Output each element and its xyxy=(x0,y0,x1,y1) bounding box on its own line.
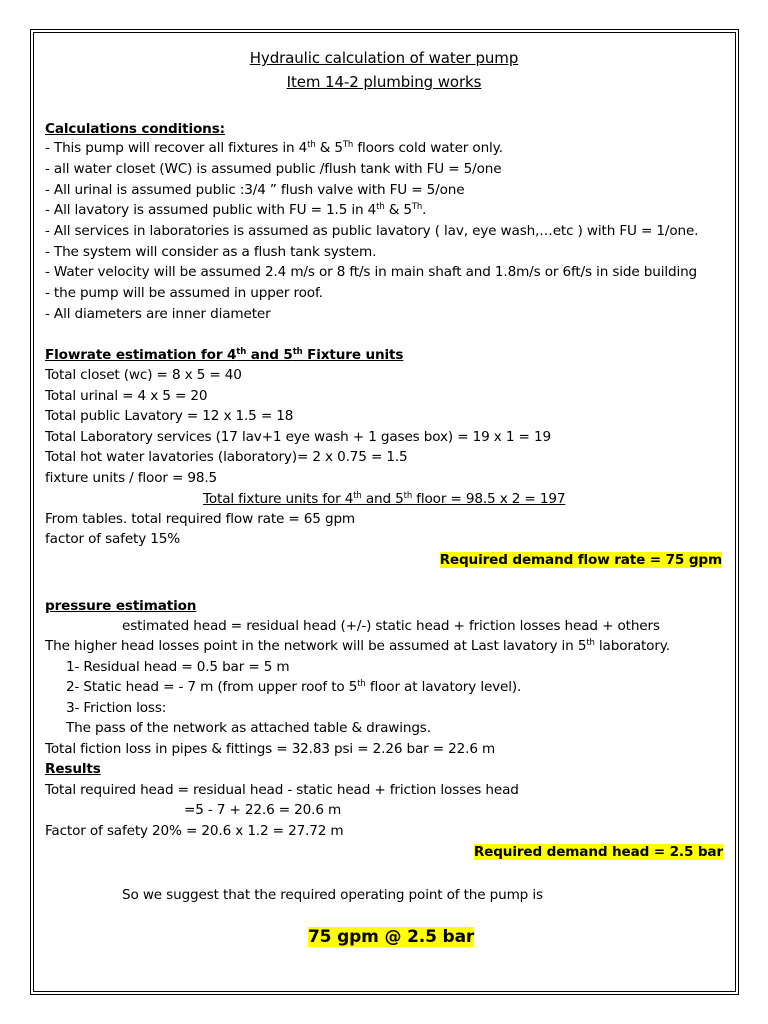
flowrate-safety-line: factor of safety 15% xyxy=(45,531,181,547)
pressure-point-line: The higher head losses point in the network will be assumed at Last lavatory in 5th laboratory. xyxy=(45,638,670,654)
condition-line: - All diameters are inner diameter xyxy=(45,306,271,322)
pressure-pass-line: The pass of the network as attached table & drawings. xyxy=(66,720,431,736)
conditions-heading: Calculations conditions: xyxy=(45,121,225,137)
head-safety-line: Factor of safety 20% = 20.6 x 1.2 = 27.72 m xyxy=(45,823,344,839)
total-head-calc: =5 - 7 + 22.6 = 20.6 m xyxy=(184,802,342,818)
condition-line: - All lavatory is assumed public with FU = 1.5 in 4th & 5Th. xyxy=(45,202,427,218)
flowrate-tables-line: From tables. total required flow rate = 65 gpm xyxy=(45,511,356,527)
condition-line: - Water velocity will be assumed 2.4 m/s or 8 ft/s in main shaft and 1.8m/s or 6ft/s in side building xyxy=(45,264,698,280)
flowrate-heading: Flowrate estimation for 4th and 5th Fixture units xyxy=(45,347,404,363)
results-heading: Results xyxy=(45,761,101,777)
condition-line: - the pump will be assumed in upper roof. xyxy=(45,285,323,301)
pressure-item: 2- Static head = - 7 m (from upper roof to 5th floor at lavatory level). xyxy=(66,679,522,695)
condition-line: - This pump will recover all fixtures in 4th & 5Th floors cold water only. xyxy=(45,140,503,156)
flowrate-line: Total public Lavatory = 12 x 1.5 = 18 xyxy=(45,408,294,424)
required-flow-rate-result: Required demand flow rate = 75 gpm xyxy=(439,552,722,568)
pressure-item: 3- Friction loss: xyxy=(66,700,167,716)
pressure-item: 1- Residual head = 0.5 bar = 5 m xyxy=(66,659,290,675)
condition-line: - All urinal is assumed public :3/4 ” flush valve with FU = 5/one xyxy=(45,182,465,198)
suggestion-line: So we suggest that the required operating point of the pump is xyxy=(122,887,543,903)
flowrate-line: Total hot water lavatories (laboratory)= 2 x 0.75 = 1.5 xyxy=(45,449,408,465)
total-fixture-units: Total fixture units for 4th and 5th floor = 98.5 x 2 = 197 xyxy=(203,491,566,507)
flowrate-line: Total urinal = 4 x 5 = 20 xyxy=(45,388,208,404)
total-head-line: Total required head = residual head - static head + friction losses head xyxy=(45,782,519,798)
flowrate-line: Total Laboratory services (17 lav+1 eye wash + 1 gases box) = 19 x 1 = 19 xyxy=(45,429,551,445)
flowrate-line: Total closet (wc) = 8 x 5 = 40 xyxy=(45,367,242,383)
document-subtitle: Item 14-2 plumbing works xyxy=(286,73,482,91)
condition-line: - All services in laboratories is assumed as public lavatory ( lav, eye wash,…etc ) with FU = 1/one. xyxy=(45,223,699,239)
pressure-heading: pressure estimation xyxy=(45,598,197,614)
friction-loss-line: Total fiction loss in pipes & fittings = 32.83 psi = 2.26 bar = 22.6 m xyxy=(45,741,496,757)
operating-point: 75 gpm @ 2.5 bar xyxy=(308,927,475,947)
condition-line: - all water closet (WC) is assumed public /flush tank with FU = 5/one xyxy=(45,161,502,177)
condition-line: - The system will consider as a flush tank system. xyxy=(45,244,377,260)
document-title: Hydraulic calculation of water pump xyxy=(249,49,519,67)
flowrate-line: fixture units / floor = 98.5 xyxy=(45,470,218,486)
required-head-result: Required demand head = 2.5 bar xyxy=(473,844,723,860)
pressure-formula: estimated head = residual head (+/-) static head + friction losses head + others xyxy=(122,618,660,634)
